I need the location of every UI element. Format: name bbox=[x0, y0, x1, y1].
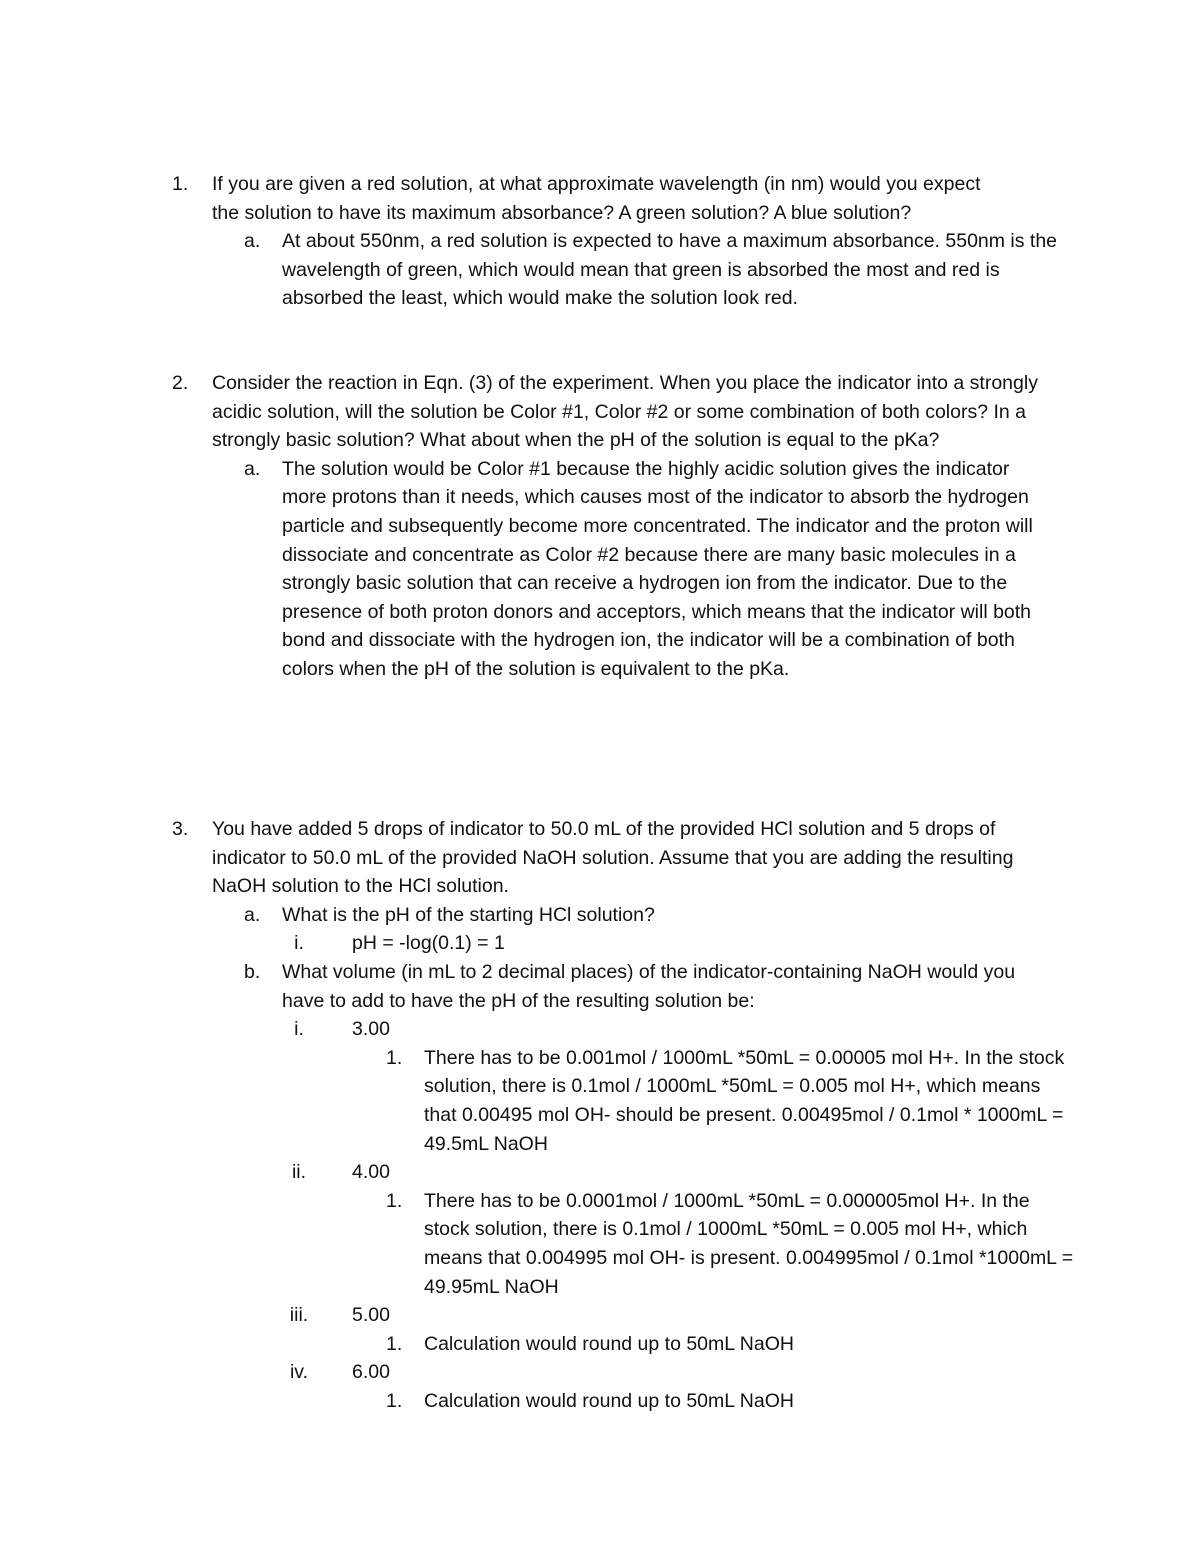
detail-item bbox=[386, 1387, 1074, 1416]
part-text: What is the pH of the starting HCl solution? bbox=[282, 903, 655, 926]
part-b-sub-iii bbox=[289, 1301, 1092, 1330]
part-marker: a. bbox=[244, 903, 261, 926]
sub-text: 5.00 bbox=[352, 1304, 390, 1327]
part-text: What volume (in mL to 2 decimal places) of the indicator-containing NaOH would you have to add to have the pH of the resulting solution be: bbox=[282, 960, 1016, 1012]
sub-marker: i. bbox=[294, 932, 304, 955]
part-marker: b. bbox=[244, 960, 261, 983]
sub-text: 6.00 bbox=[352, 1361, 390, 1384]
answer-a bbox=[244, 227, 1112, 313]
question-text: Consider the reaction in Eqn. (3) of the experiment. When you place the indicator into a strongly acidic solution, will the solution be Color #1, Color #2 or some combination of both colors? In a strongly basic solution? What about when the pH of the solution is equal to the pKa? bbox=[212, 372, 1038, 452]
question-number: 1. bbox=[172, 173, 189, 195]
answer-marker: a. bbox=[244, 230, 261, 253]
detail-text: There has to be 0.0001mol / 1000mL *50mL = 0.000005mol H+. In the stock solution, there is 0.1mol / 1000mL *50mL = 0.005 mol H+, which means that 0.004995 mol OH- is present. 0.004995mol / 0.1mol *1000mL = 49.95mL NaOH bbox=[424, 1189, 1074, 1298]
detail-text: There has to be 0.001mol / 1000mL *50mL = 0.00005 mol H+. In the stock solution, there is 0.1mol / 1000mL *50mL = 0.005 mol H+, which means that 0.00495 mol OH- should be present. 0.00495mol / 0.1mol * 1000mL = 49.5mL NaOH bbox=[424, 1046, 1065, 1155]
question-number: 2. bbox=[172, 372, 189, 394]
answer-text: The solution would be Color #1 because the highly acidic solution gives the indicator more protons than it needs, which causes most of the indicator to absorb the hydrogen particle and subsequently become more concentrated. The indicator and the proton will dissociate and concentrate as Color #2 because there are many basic molecules in a strongly basic solution that can receive a hydrogen ion from the indicator. Due to the presence of both proton donors and acceptors, which means that the indicator will both bond and dissociate with the hydrogen ion, the indicator will be a combination of both colors when the pH of the solution is equivalent to the pKa. bbox=[282, 457, 1033, 680]
part-b bbox=[244, 958, 1092, 1015]
sub-marker: i. bbox=[294, 1018, 304, 1041]
part-b-sub-iv bbox=[289, 1358, 1092, 1387]
answer-text: At about 550nm, a red solution is expected to have a maximum absorbance. 550nm is the wavelength of green, which would mean that green is absorbed the most and red is absorbed the least, which would make the solution look red. bbox=[282, 230, 1058, 310]
part-b-sub-i bbox=[294, 1015, 1092, 1044]
sub-text: pH = -log(0.1) = 1 bbox=[352, 932, 505, 955]
part-a bbox=[244, 901, 1092, 930]
sub-marker: iv. bbox=[289, 1361, 309, 1384]
part-b-sub-ii bbox=[291, 1158, 1092, 1187]
question-1 bbox=[172, 170, 1112, 313]
detail-marker: 1. bbox=[386, 1189, 403, 1212]
detail-marker: 1. bbox=[386, 1046, 403, 1069]
detail-text: Calculation would round up to 50mL NaOH bbox=[424, 1389, 794, 1412]
detail-item bbox=[386, 1330, 1074, 1359]
sub-marker: iii. bbox=[289, 1304, 309, 1327]
question-number: 3. bbox=[172, 818, 189, 840]
question-3 bbox=[172, 815, 1092, 1415]
question-text: If you are given a red solution, at what approximate wavelength (in nm) would you expect the solution to have its maximum absorbance? A green solution? A blue solution? bbox=[212, 173, 981, 224]
detail-marker: 1. bbox=[386, 1332, 403, 1355]
sub-text: 3.00 bbox=[352, 1018, 390, 1041]
detail-item bbox=[386, 1187, 1074, 1301]
sub-marker: ii. bbox=[291, 1161, 307, 1184]
question-2 bbox=[172, 369, 1092, 684]
answer-marker: a. bbox=[244, 457, 261, 480]
detail-text: Calculation would round up to 50mL NaOH bbox=[424, 1332, 794, 1355]
part-a-sub-i bbox=[294, 929, 1092, 958]
question-text: You have added 5 drops of indicator to 50.0 mL of the provided HCl solution and 5 drops of indicator to 50.0 mL of the provided NaOH solution. Assume that you are adding the resulting NaOH solution to the HCl solution. bbox=[212, 818, 1014, 898]
detail-marker: 1. bbox=[386, 1389, 403, 1412]
answer-a bbox=[244, 455, 1092, 684]
detail-item bbox=[386, 1044, 1074, 1158]
sub-text: 4.00 bbox=[352, 1161, 390, 1184]
